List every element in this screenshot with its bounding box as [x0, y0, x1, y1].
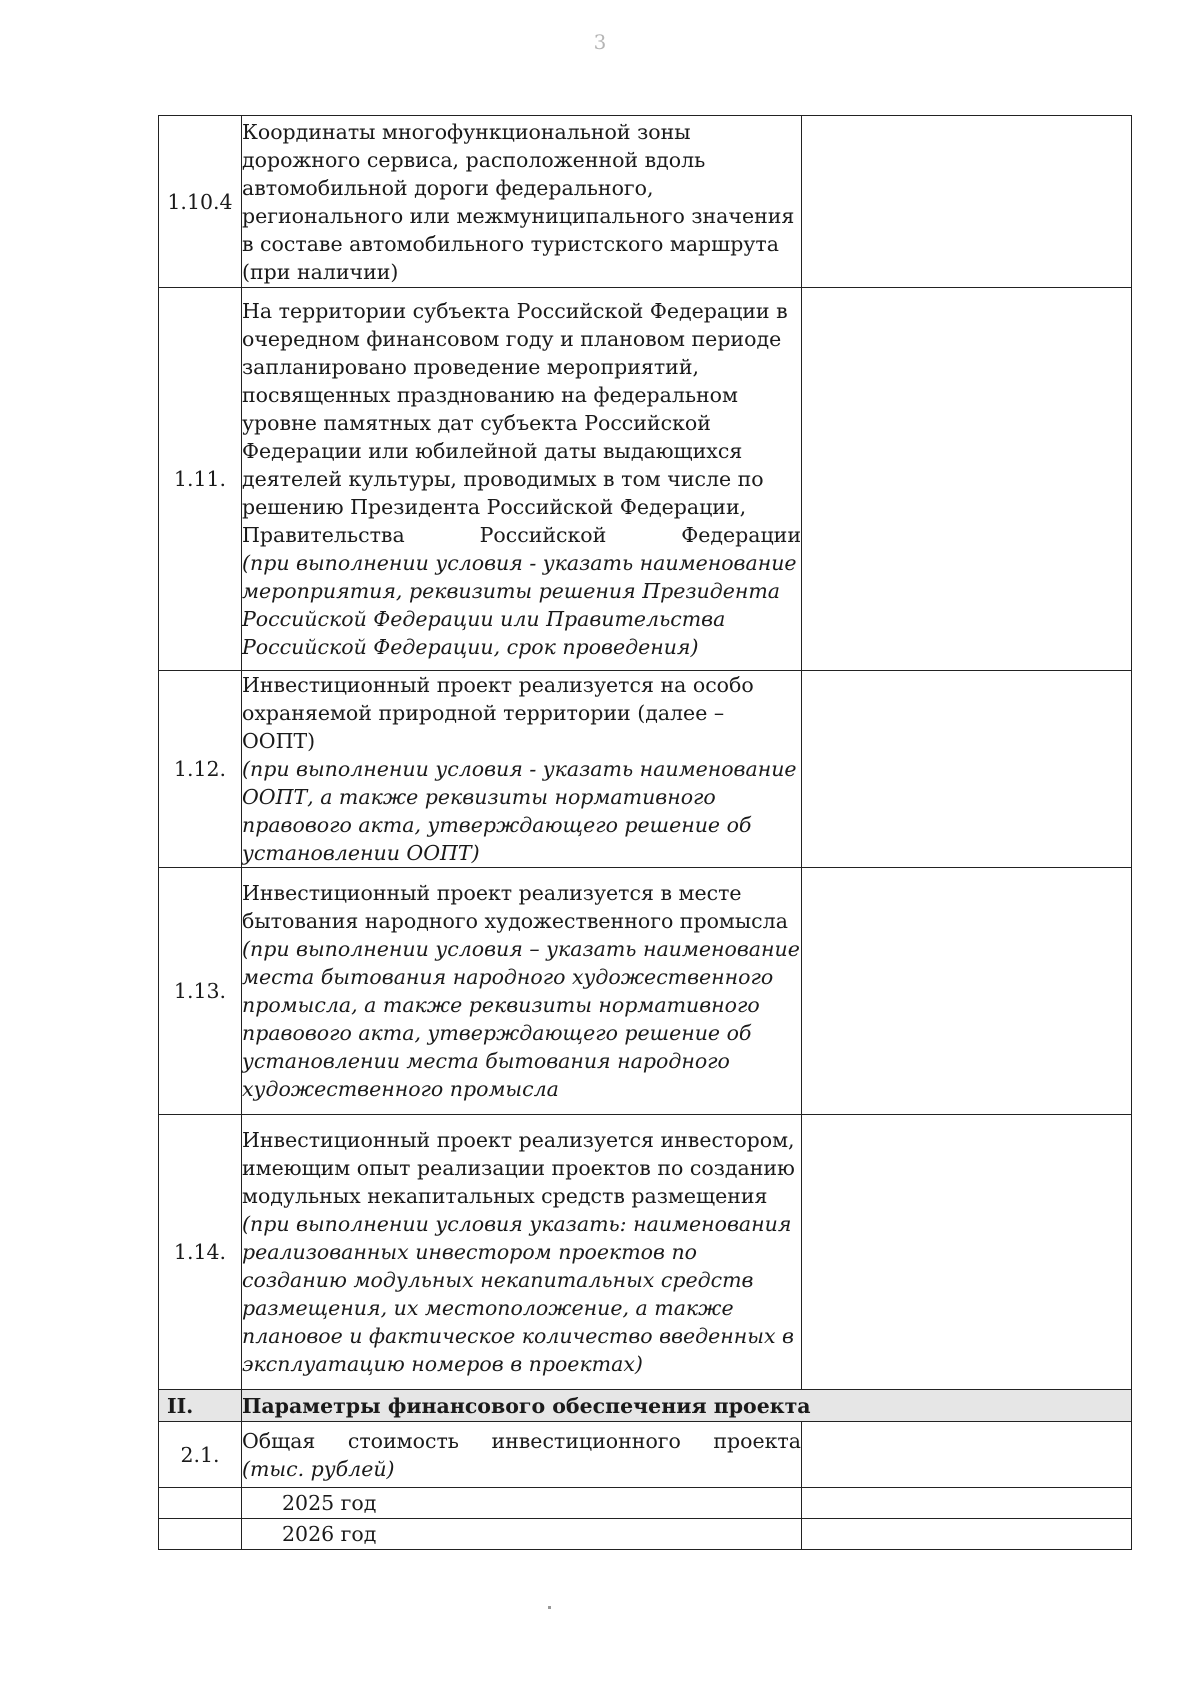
row-number: 1.10.4 — [159, 116, 242, 288]
row-value-cell[interactable] — [802, 1115, 1132, 1390]
section-title: Параметры финансового обеспечения проекта — [242, 1390, 1132, 1422]
section-header-row — [159, 1390, 1132, 1422]
row-number — [159, 1519, 242, 1550]
section-number: II. — [159, 1390, 242, 1422]
table-row — [159, 868, 1132, 1115]
row-value-cell[interactable] — [802, 116, 1132, 288]
row-value-cell[interactable] — [802, 288, 1132, 671]
row-note: (при выполнении условия указать: наименования реализованных инвестором проектов по созданию модульных некапитальных средств размещения, их местоположение, а также плановое и фактическое количество введенных в эксплуатацию номеров в проектах) — [242, 1212, 794, 1376]
row-description — [242, 868, 802, 1115]
year-label: 2025 год — [242, 1488, 802, 1519]
page-number: 3 — [593, 30, 607, 54]
row-value-cell[interactable] — [802, 868, 1132, 1115]
row-number: 2.1. — [159, 1422, 242, 1488]
row-value-cell[interactable] — [802, 671, 1132, 868]
row-note: (при выполнении условия – указать наименование места бытования народного художественного промысла, а также реквизиты нормативного правового акта, утверждающего решение об установлении места бытования народного художественного промысла — [242, 937, 800, 1101]
row-note: (при выполнении условия - указать наименование мероприятия, реквизиты решения Президента Российской Федерации или Правительства Российской Федерации, срок проведения) — [242, 551, 797, 659]
row-number: 1.13. — [159, 868, 242, 1115]
row-value-cell[interactable] — [802, 1422, 1132, 1488]
row-text: На территории субъекта Российской Федерации в очередном финансовом году и плановом периоде запланировано проведение мероприятий, посвященных празднованию на федеральном уровне памятных дат субъекта Российской Федерации или юбилейной даты выдающихся деятелей культуры, проводимых в том числе по решению Президента Российской Федерации, — [242, 299, 788, 519]
row-description — [242, 1115, 802, 1390]
row-description — [242, 671, 802, 868]
row-description — [242, 1422, 802, 1488]
table-row — [159, 116, 1132, 288]
row-text-justified: Правительства Российской Федерации — [242, 523, 801, 547]
row-text-justified: Общая стоимость инвестиционного проекта — [242, 1428, 801, 1453]
table-row — [159, 1488, 1132, 1519]
row-description — [242, 288, 802, 671]
row-text: Инвестиционный проект реализуется на особо охраняемой природной территории (далее – ООПТ) — [242, 673, 754, 753]
table-row — [159, 1422, 1132, 1488]
row-number: 1.11. — [159, 288, 242, 671]
row-description — [242, 116, 802, 288]
row-text: Координаты многофункциональной зоны дорожного сервиса, расположенной вдоль автомобильной дороги федерального, регионального или межмуниципального значения в составе автомобильного туристского маршрута (при наличии) — [242, 119, 795, 284]
table-row — [159, 1115, 1132, 1390]
row-note: (тыс. рублей) — [242, 1456, 395, 1481]
row-number: 1.14. — [159, 1115, 242, 1390]
row-text: Инвестиционный проект реализуется инвестором, имеющим опыт реализации проектов по созданию модульных некапитальных средств размещения — [242, 1128, 795, 1208]
row-text: Инвестиционный проект реализуется в месте бытования народного художественного промысла — [242, 881, 788, 933]
table-row — [159, 288, 1132, 671]
row-value-cell[interactable] — [802, 1488, 1132, 1519]
row-note: (при выполнении условия - указать наименование ООПТ, а также реквизиты нормативного правового акта, утверждающего решение об установлении ООПТ) — [242, 757, 797, 865]
row-number — [159, 1488, 242, 1519]
requirements-table — [158, 115, 1132, 1550]
row-number: 1.12. — [159, 671, 242, 868]
table-row — [159, 1519, 1132, 1550]
year-label: 2026 год — [242, 1519, 802, 1550]
row-value-cell[interactable] — [802, 1519, 1132, 1550]
scan-speck — [548, 1606, 551, 1609]
table-row — [159, 671, 1132, 868]
